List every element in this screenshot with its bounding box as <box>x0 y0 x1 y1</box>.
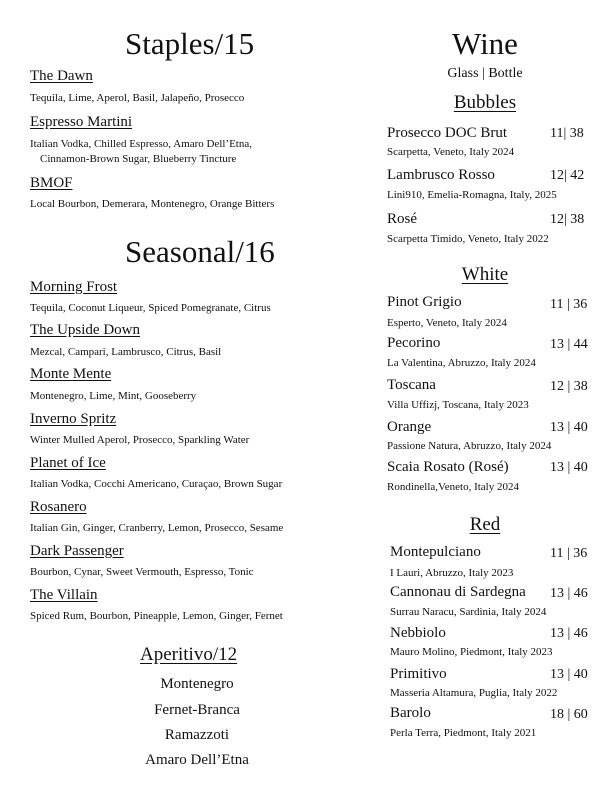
wine-desc: Esperto, Veneto, Italy 2024 <box>387 317 507 329</box>
wine-desc: Rondinella,Veneto, Italy 2024 <box>387 481 519 493</box>
seasonal-title: Seasonal/16 <box>125 234 275 269</box>
wine-title: Wine <box>452 26 518 61</box>
wine-price: 12 | 38 <box>550 379 588 394</box>
staples-item-desc-line2: Cinnamon-Brown Sugar, Blueberry Tincture <box>40 153 237 165</box>
wine-desc: Mauro Molino, Piedmont, Italy 2023 <box>390 646 553 658</box>
aperitivo-item: Ramazzoti <box>164 727 230 743</box>
seasonal-item-desc: Tequila, Coconut Liqueur, Spiced Pomegranate, Citrus <box>30 302 271 314</box>
wine-subtitle: Glass | Bottle <box>447 66 523 81</box>
aperitivo-item: Amaro Dell’Etna <box>145 752 249 768</box>
seasonal-item-desc: Bourbon, Cynar, Sweet Vermouth, Espresso, Tonic <box>30 566 254 578</box>
wine-name: Pinot Grigio <box>387 294 462 310</box>
staples-item-desc: Tequila, Lime, Aperol, Basil, Jalapeño, Prosecco <box>30 92 245 104</box>
wine-name: Orange <box>387 419 432 435</box>
wine-price: 13 | 40 <box>550 667 588 682</box>
wine-desc: I Lauri, Abruzzo, Italy 2023 <box>390 567 514 579</box>
seasonal-item-name: Rosanero <box>30 499 87 515</box>
seasonal-item-name: Monte Mente <box>30 366 112 382</box>
staples-item-name: BMOF <box>30 175 73 191</box>
wine-desc: Scarpetta, Veneto, Italy 2024 <box>387 146 515 158</box>
wine-name: Rosé <box>387 211 417 227</box>
wine-name: Barolo <box>390 705 431 721</box>
wine-name: Prosecco DOC Brut <box>387 125 507 141</box>
seasonal-item-desc: Winter Mulled Aperol, Prosecco, Sparkling Water <box>30 434 250 446</box>
seasonal-item-desc: Spiced Rum, Bourbon, Pineapple, Lemon, Ginger, Fernet <box>30 610 283 622</box>
wine-price: 13 | 46 <box>550 626 588 641</box>
wine-price: 13 | 40 <box>550 460 588 475</box>
wine-name: Scaia Rosato (Rosé) <box>387 459 509 475</box>
red-title: Red <box>469 514 501 535</box>
staples-item-desc: Italian Vodka, Chilled Espresso, Amaro Dell’Etna, <box>30 138 252 150</box>
staples-item-desc: Local Bourbon, Demerara, Montenegro, Orange Bitters <box>30 198 275 210</box>
wine-desc: Lini910, Emelia-Romagna, Italy, 2025 <box>387 189 557 201</box>
wine-desc: Surrau Naracu, Sardinia, Italy 2024 <box>390 606 547 618</box>
aperitivo-item: Montenegro <box>160 676 234 692</box>
wine-price: 11 | 36 <box>550 297 588 312</box>
wine-price: 13 | 46 <box>550 586 588 601</box>
wine-desc: Perla Terra, Piedmont, Italy 2021 <box>390 727 537 739</box>
wine-price: 12| 38 <box>550 212 585 227</box>
wine-name: Cannonau di Sardegna <box>390 584 526 600</box>
wine-price: 13 | 44 <box>550 337 588 352</box>
aperitivo-title: Aperitivo/12 <box>140 644 238 665</box>
wine-price: 11 | 36 <box>550 546 588 561</box>
wine-name: Lambrusco Rosso <box>387 167 495 183</box>
white-title: White <box>461 264 509 285</box>
bubbles-title: Bubbles <box>453 92 517 113</box>
wine-name: Primitivo <box>390 666 447 682</box>
staples-item-name: The Dawn <box>30 68 93 84</box>
wine-name: Pecorino <box>387 335 441 351</box>
seasonal-item-desc: Italian Vodka, Cocchi Americano, Curaçao, Brown Sugar <box>30 478 283 490</box>
seasonal-item-name: Inverno Spritz <box>30 411 117 427</box>
seasonal-item-name: Dark Passenger <box>30 543 124 559</box>
wine-desc: La Valentina, Abruzzo, Italy 2024 <box>387 357 536 369</box>
seasonal-item-name: The Upside Down <box>30 322 140 338</box>
staples-title: Staples/15 <box>125 26 255 61</box>
seasonal-item-name: The Villain <box>30 587 98 603</box>
wine-name: Montepulciano <box>390 544 481 560</box>
wine-name: Nebbiolo <box>390 625 446 641</box>
wine-price: 12| 42 <box>550 168 585 183</box>
wine-desc: Passione Natura, Abruzzo, Italy 2024 <box>387 440 552 452</box>
seasonal-item-desc: Mezcal, Campari, Lambrusco, Citrus, Basil <box>30 346 222 358</box>
seasonal-item-desc: Italian Gin, Ginger, Cranberry, Lemon, Prosecco, Sesame <box>30 522 284 534</box>
wine-price: 18 | 60 <box>550 707 588 722</box>
wine-name: Toscana <box>387 377 436 393</box>
seasonal-item-name: Morning Frost <box>30 279 118 295</box>
aperitivo-item: Fernet-Branca <box>154 702 240 718</box>
wine-desc: Scarpetta Timido, Veneto, Italy 2022 <box>387 233 549 245</box>
wine-desc: Villa Uffizj, Toscana, Italy 2023 <box>387 399 529 411</box>
seasonal-item-desc: Montenegro, Lime, Mint, Gooseberry <box>30 390 197 402</box>
wine-price: 11| 38 <box>550 126 584 141</box>
seasonal-item-name: Planet of Ice <box>30 455 106 471</box>
wine-desc: Masseria Altamura, Puglia, Italy 2022 <box>390 687 558 699</box>
staples-item-name: Espresso Martini <box>30 114 133 130</box>
wine-price: 13 | 40 <box>550 420 588 435</box>
